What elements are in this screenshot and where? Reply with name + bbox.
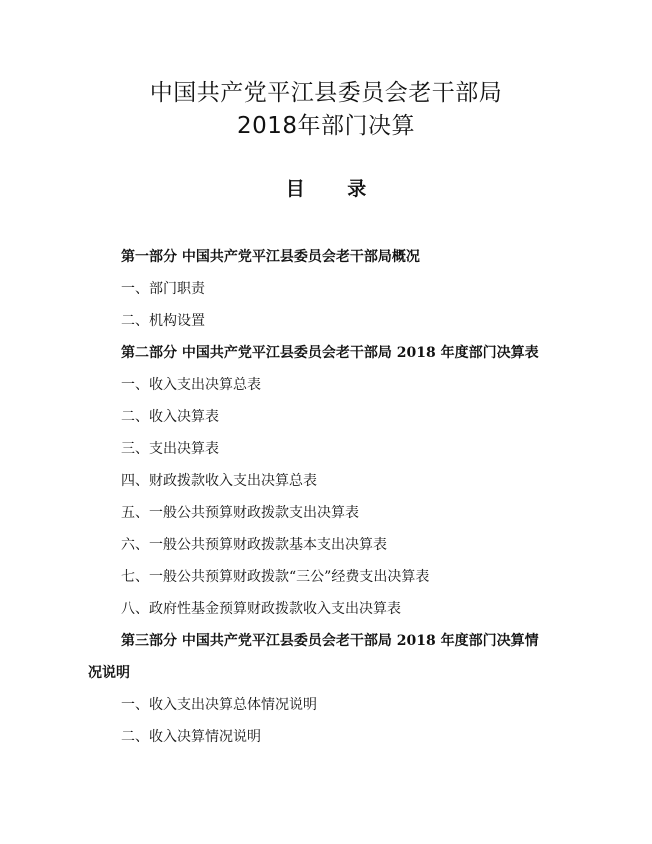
- toc-item: 四、财政拨款收入支出决算总表: [121, 473, 317, 489]
- document-title-line-1: 中国共产党平江县委员会老干部局: [149, 80, 503, 106]
- toc-part-3-heading: 第三部分 中国共产党平江县委员会老干部局 2018 年度部门决算情: [121, 633, 539, 649]
- toc-part-2-heading: 第二部分 中国共产党平江县委员会老干部局 2018 年度部门决算表: [121, 345, 539, 361]
- toc-part-1-heading: 第一部分 中国共产党平江县委员会老干部局概况: [121, 249, 420, 265]
- toc-item: 一、收入支出决算总表: [121, 377, 261, 393]
- toc-item: 二、机构设置: [121, 313, 205, 329]
- toc-item: 二、收入决算表: [121, 409, 219, 425]
- toc-item: 六、一般公共预算财政拨款基本支出决算表: [121, 537, 387, 553]
- toc-item: 一、收入支出决算总体情况说明: [121, 697, 317, 713]
- toc-item: 三、支出决算表: [121, 441, 219, 457]
- toc-part-3-heading-continued: 况说明: [88, 665, 130, 681]
- toc-item: 五、一般公共预算财政拨款支出决算表: [121, 505, 359, 521]
- toc-heading: 目 录: [285, 178, 367, 200]
- document-title-line-2: 2018年部门决算: [236, 113, 416, 139]
- toc-item: 七、一般公共预算财政拨款“三公”经费支出决算表: [121, 569, 430, 585]
- toc-item: 八、政府性基金预算财政拨款收入支出决算表: [121, 601, 401, 617]
- toc-item: 一、部门职责: [121, 281, 205, 297]
- toc-item: 二、收入决算情况说明: [121, 729, 261, 745]
